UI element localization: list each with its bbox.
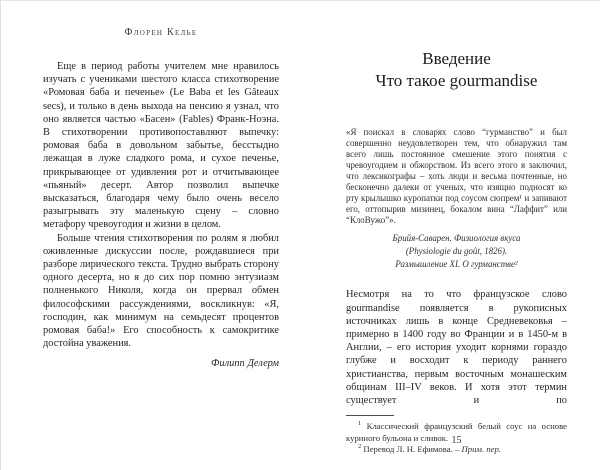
epigraph-source [346,232,567,270]
right-page [346,1,567,470]
epigraph-source-line: (Physiologie du goût, 1826). [405,246,508,257]
left-page [43,27,279,369]
body-paragraph: Еще в период работы учителем мне нравилось изучать с учениками шестого класса стихотворение «Ромовая баба и печенье» (Le Baba et les Gâteaux secs), и только в день выхода на пенсию я узнал, что оно является частью «Басен» (Fables) Франк-Ноэна. В стихотворении противопоставляют выпечку: ромовая баба в довольном забытье, бесстыдно лежащая в луже сладкого рома, и сухое печенье, прикрывающее от удивления рот и отчитывающее «пьяный» десерт. Автор позволил выпечке высказаться, благодаря чему было очень весело разыгрывать эту маленькую сцену – словно метафору чревоугодия и жизни в целом. [43,61,279,231]
footnote-text: Классический французский белый соус на основе куриного бульона и сливок. [346,421,567,443]
epigraph-text: «Я поискал в словарях слово “гурманство” и был совершенно неудовлетворен тем, что обнаружил там всего лишь постоянное смешение этого понятия с чревоугодием и обжорством. Из всего этого я заключил, что лексикографы – хоть люди и весьма почтенные, но бесконечно далеки от ученых, что изящно подносят ко рту крылышко куропатки под соусом сюпрем¹ и запивают его, оттопырив мизинец, бокалом вина “Лаффит” или “КлоВужо”». [346,126,567,225]
footnote-text: Перевод Л. Н. Ефимова. – [363,444,462,455]
footnote-italic-text: Прим. пер. [461,444,502,455]
footnote-rule [346,415,394,416]
running-head-author: Флорен Келье [124,27,198,38]
page-number: 15 [451,435,462,446]
author-attribution: Филипп Делерм [211,358,279,370]
body-paragraph: Больше чтения стихотворения по ролям я любил оживленные дискуссии после, рождавшиеся при разборе лирического текста. Трудно выбрать сторону одного десерта, но я до сих пор помню энтузиазм полненького Николя, когда он прервал обмен философскими рассуждениями, воскликнув: «Я, господин, как минимум на семьдесят процентов ромовая баба!» Его способность к самокритике достойна уважения. [43,232,279,350]
footnote-marker: 1 [358,420,362,428]
body-paragraph: Несмотря на то что французское слово gourmandise появляется в рукописных источниках лишь в конце Средневековья – примерно в 1400 году во Франции и в 1450-м в Англии, – его история уходит корнями гораздо глубже и восходит к периоду раннего христианства, первым восточным монашеским общинам III–IV веков. И хотя этот термин существует и по [346,289,567,406]
footnote-marker: 2 [358,443,362,451]
chapter-subtitle: Что такое gourmandise [375,71,538,91]
epigraph-source-line: Размышление XI. О гурманстве² [395,258,518,269]
epigraph-source-line: Брийя-Саварен. Физиология вкуса [392,233,521,244]
chapter-title: Введение [422,49,491,68]
chapter-title-block [346,48,567,93]
